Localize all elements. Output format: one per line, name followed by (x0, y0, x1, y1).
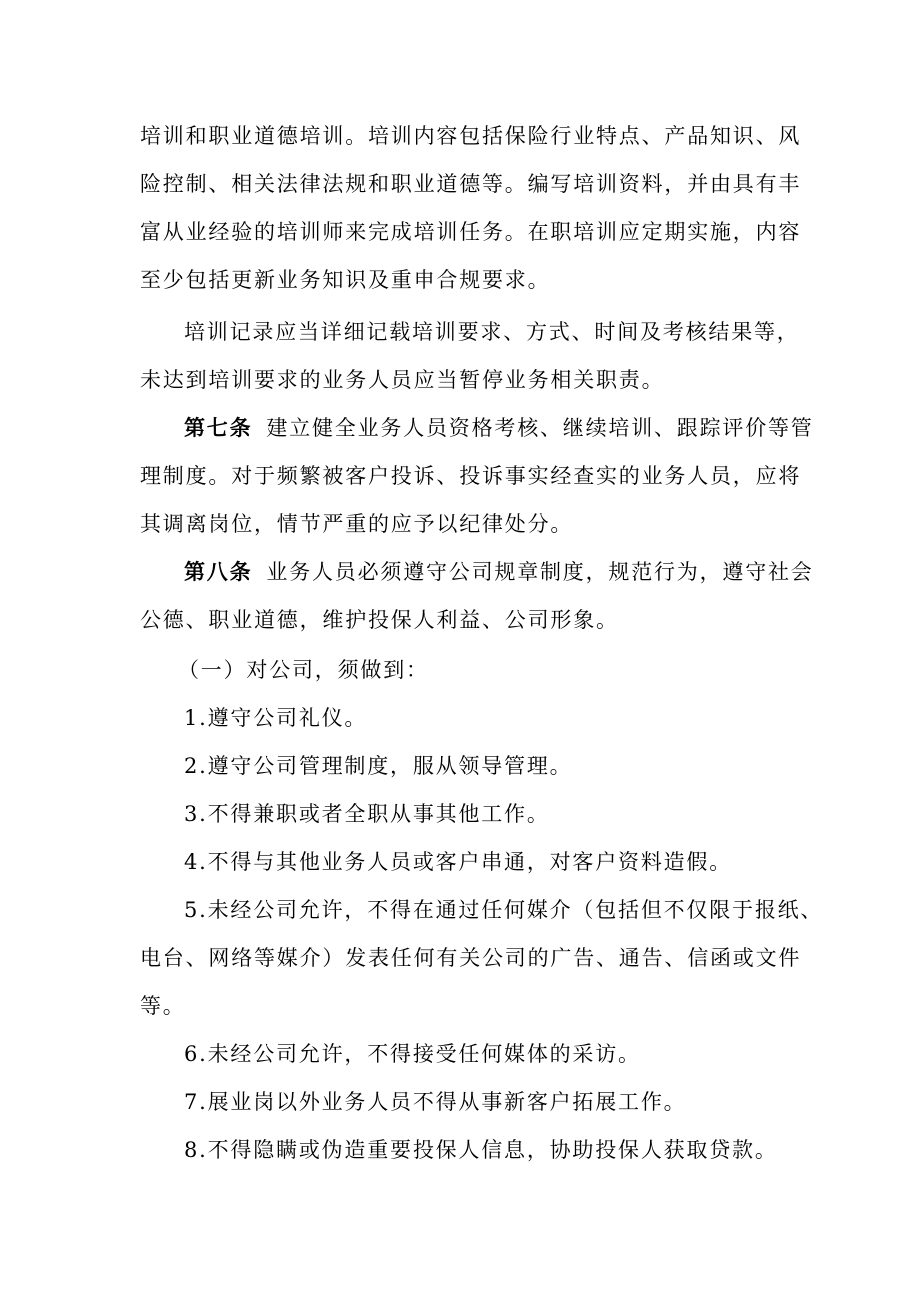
list-item-6: 6.未经公司允许，不得接受任何媒体的采访。 (184, 1042, 641, 1066)
list-item-5-line-1: 5.未经公司允许，不得在通过任何媒介（包括但不仅限于报纸、 (184, 898, 824, 922)
article-7-line-3: 其调离岗位，情节严重的应予以纪律处分。 (140, 512, 574, 536)
article-7-heading: 第七条 (184, 416, 253, 440)
list-item-5-line-3: 等。 (140, 994, 186, 1018)
list-item-7: 7.展业岗以外业务人员不得从事新客户拓展工作。 (184, 1090, 687, 1114)
article-7-line-1 (184, 414, 814, 442)
paragraph-1-line-4: 至少包括更新业务知识及重申合规要求。 (140, 268, 551, 292)
article-8-text-1: 业务人员必须遵守公司规章制度，规范行为，遵守社会 (266, 560, 814, 584)
list-item-4: 4.不得与其他业务人员或客户串通，对客户资料造假。 (184, 850, 733, 874)
article-8-heading: 第八条 (184, 560, 253, 584)
list-item-8: 8.不得隐瞒或伪造重要投保人信息，协助投保人获取贷款。 (184, 1138, 778, 1162)
paragraph-1-line-2: 险控制、相关法律法规和职业道德等。编写培训资料，并由具有丰 (140, 172, 802, 196)
paragraph-1-line-1: 培训和职业道德培训。培训内容包括保险行业特点、产品知识、风 (140, 124, 802, 148)
article-7-text-1: 建立健全业务人员资格考核、继续培训、跟踪评价等管 (266, 416, 814, 440)
list-item-5-line-2: 电台、网络等媒介）发表任何有关公司的广告、通告、信函或文件 (140, 946, 802, 970)
paragraph-1-line-3: 富从业经验的培训师来完成培训任务。在职培训应定期实施，内容 (140, 220, 802, 244)
article-7-line-2: 理制度。对于频繁被客户投诉、投诉事实经查实的业务人员，应将 (140, 464, 802, 488)
section-1-title: （一）对公司，须做到： (178, 658, 429, 682)
article-8-line-1 (184, 558, 814, 586)
list-item-1: 1.遵守公司礼仪。 (184, 706, 368, 730)
list-item-2: 2.遵守公司管理制度，服从领导管理。 (184, 754, 573, 778)
list-item-3: 3.不得兼职或者全职从事其他工作。 (184, 802, 550, 826)
article-8-line-2: 公德、职业道德，维护投保人利益、公司形象。 (140, 608, 619, 632)
paragraph-2-line-1: 培训记录应当详细记载培训要求、方式、时间及考核结果等， (184, 320, 800, 344)
paragraph-2-line-2: 未达到培训要求的业务人员应当暂停业务相关职责。 (140, 368, 665, 392)
